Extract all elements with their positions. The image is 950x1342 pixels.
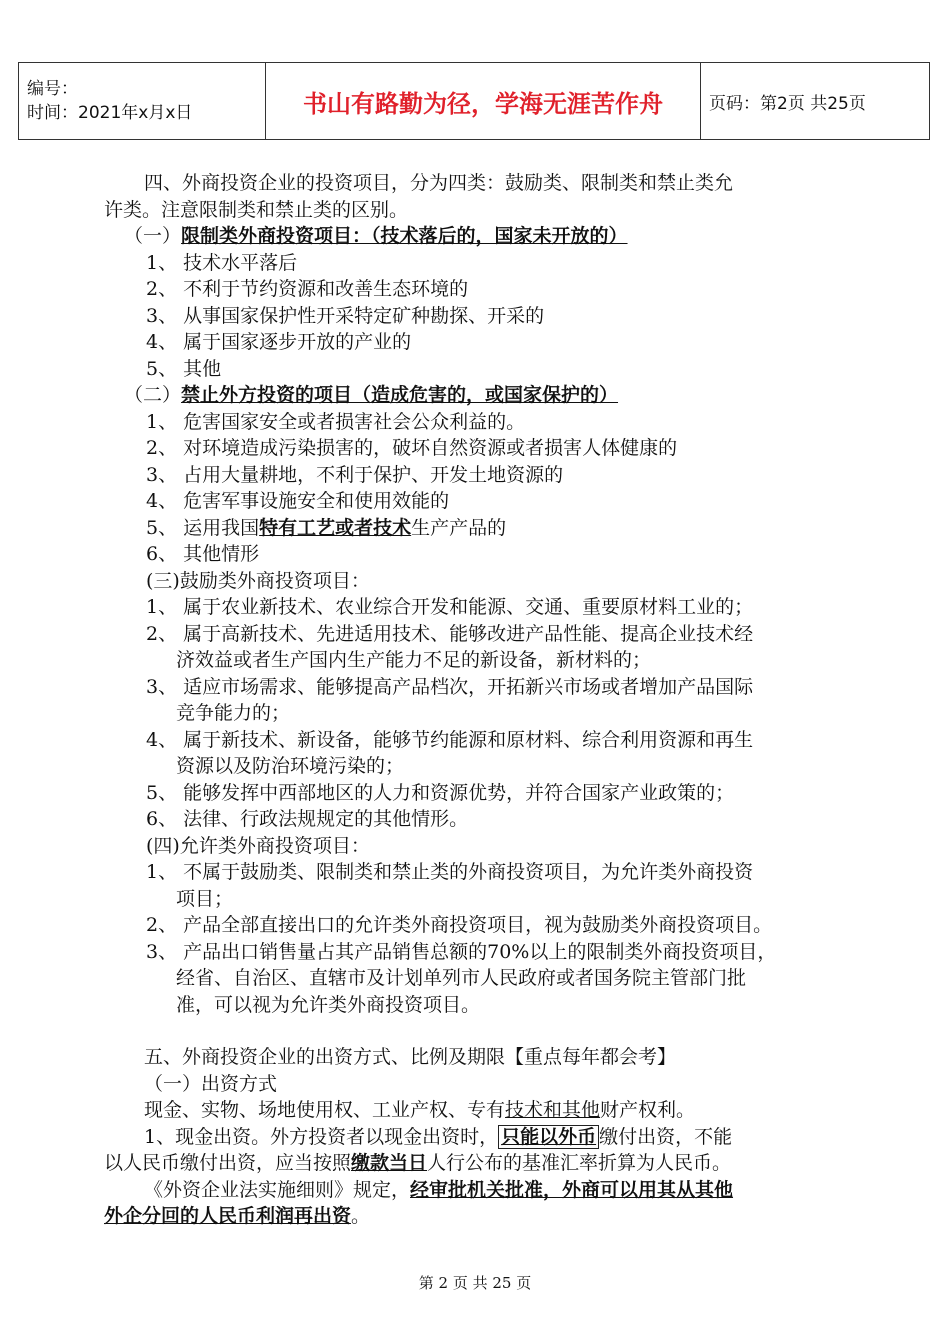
page-footer: 第 2 页 共 25 页 xyxy=(418,1274,532,1292)
list-item-cont: 准，可以视为允许类外商投资项目。 xyxy=(176,993,481,1016)
methods-line: 现金、实物、场地使用权、工业产权、专有技术和其他财产权利。 xyxy=(144,1099,696,1121)
list-item: 2、 产品全部直接出口的允许类外商投资项目，视为鼓励类外商投资项目。 xyxy=(146,914,773,936)
number-label: 编号： xyxy=(27,79,78,99)
list-item: 1、 不属于鼓励类、限制类和禁止类的外商投资项目，为允许类外商投资 xyxy=(146,861,754,883)
header-table xyxy=(18,62,930,140)
list-item-cont: 项目； xyxy=(176,887,234,910)
encourage-heading: (三)鼓励类外商投资项目： xyxy=(146,569,370,592)
list-item-cont: 资源以及防治环境污染的； xyxy=(176,755,405,777)
spacer xyxy=(104,1018,864,1044)
motto: 书山有路勤为径，学海无涯苦作舟 xyxy=(266,63,701,140)
list-item-cont: 竞争能力的； xyxy=(176,702,291,724)
list-item: 2、 不利于节约资源和改善生态环境的 xyxy=(146,278,469,300)
section-5-title: 五、外商投资企业的出资方式、比例及期限【重点每年都会考】 xyxy=(144,1046,677,1068)
document-body xyxy=(104,170,864,1230)
list-item-cont: 济效益或者生产国内生产能力不足的新设备，新材料的； xyxy=(176,649,652,671)
ban-heading: 禁止外方投资的项目（造成危害的，或国家保护的） xyxy=(181,384,619,406)
ban-heading-line: （二）禁止外方投资的项目（造成危害的，或国家保护的） xyxy=(124,384,619,406)
cash-line-cont: 以人民币缴付出资，应当按照缴款当日人行公布的基准汇率折算为人民币。 xyxy=(104,1152,732,1174)
list-item: 1、 危害国家安全或者损害社会公众利益的。 xyxy=(146,410,526,433)
law-line-cont: 外企分回的人民币利润再出资。 xyxy=(104,1205,371,1227)
list-item: 4、 属于新技术、新设备，能够节约能源和原材料、综合利用资源和再生 xyxy=(146,728,754,751)
cash-line: 1、现金出资。外方投资者以现金出资时， 只能以外币 缴付出资，不能 xyxy=(144,1125,733,1148)
list-item: 2、 对环境造成污染损害的，破坏自然资源或者损害人体健康的 xyxy=(146,437,678,459)
page-info: 页码：第2页 共25页 xyxy=(701,63,930,140)
header-meta xyxy=(19,63,266,140)
list-item: 3、 占用大量耕地，不利于保护、开发土地资源的 xyxy=(146,463,564,486)
section-4-title-cont: 许类。注意限制类和禁止类的区别。 xyxy=(104,198,409,221)
list-item: 5、 运用我国特有工艺或者技术生产产品的 xyxy=(146,516,507,539)
list-item: 2、 属于高新技术、先进适用技术、能够改进产品性能、提高企业技术经 xyxy=(146,622,754,645)
list-item: 6、 法律、行政法规规定的其他情形。 xyxy=(146,808,469,830)
law-line: 《外资企业法实施细则》规定，经审批机关批准，外商可以用其从其他 xyxy=(144,1178,734,1201)
restrict-heading: 限制类外商投资项目：（技术落后的，国家未开放的） xyxy=(181,225,628,247)
list-item: 4、 属于国家逐步开放的产业的 xyxy=(146,331,412,353)
list-item: 1、 属于农业新技术、农业综合开发和能源、交通、重要原材料工业的； xyxy=(146,596,754,618)
permit-heading: (四)允许类外商投资项目： xyxy=(146,834,370,857)
list-item-cont: 经省、自治区、直辖市及计划单列市人民政府或者国务院主管部门批 xyxy=(176,967,747,989)
time-label: 时间：2021年x月x日 xyxy=(27,103,193,123)
list-item: 5、 能够发挥中西部地区的人力和资源优势，并符合国家产业政策的； xyxy=(146,781,735,804)
list-item: 1、 技术水平落后 xyxy=(146,251,298,274)
list-item: 5、 其他 xyxy=(146,357,222,380)
list-item: 3、 从事国家保护性开采特定矿种勘探、开采的 xyxy=(146,304,545,327)
foreign-currency-highlight: 只能以外币 xyxy=(498,1125,599,1149)
list-item: 4、 危害军事设施安全和使用效能的 xyxy=(146,490,450,512)
list-item: 6、 其他情形 xyxy=(146,543,260,565)
section-5-sub: （一）出资方式 xyxy=(144,1072,278,1095)
section-4-title: 四、外商投资企业的投资项目，分为四类：鼓励类、限制类和禁止类允 xyxy=(144,172,734,194)
list-item: 3、 产品出口销售量占其产品销售总额的70%以上的限制类外商投资项目， xyxy=(146,940,777,963)
list-item: 3、 适应市场需求、能够提高产品档次，开拓新兴市场或者增加产品国际 xyxy=(146,675,754,698)
restrict-heading-line: （一）限制类外商投资项目：（技术落后的，国家未开放的） xyxy=(124,225,628,247)
